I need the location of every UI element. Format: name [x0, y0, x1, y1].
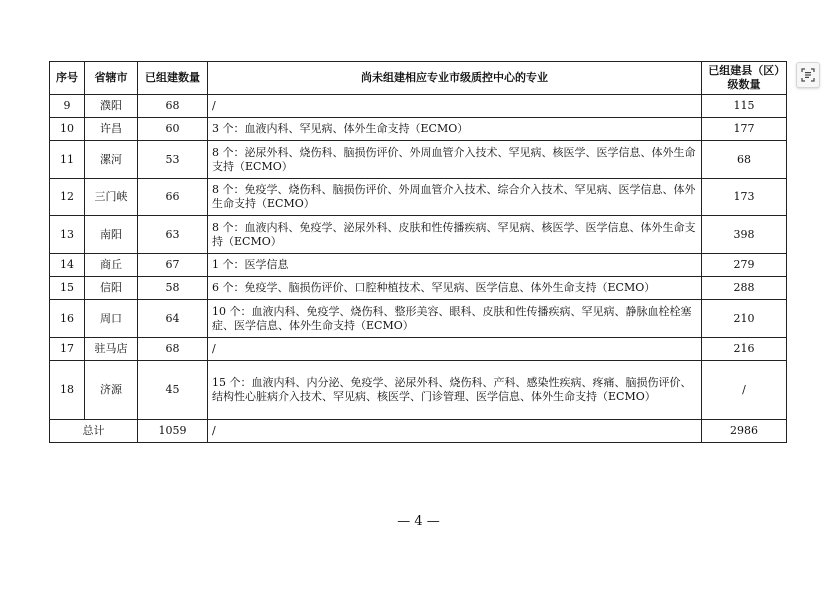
quality-control-table [49, 61, 787, 443]
cell-city: 漯河 [85, 141, 138, 179]
page-number: — 4 — [397, 514, 440, 529]
cell-missing: / [208, 95, 702, 118]
cell-county: 173 [702, 179, 787, 216]
cell-no: 9 [50, 95, 85, 118]
cell-no: 18 [50, 361, 85, 420]
cell-built: 66 [138, 179, 208, 216]
cell-city: 南阳 [85, 216, 138, 254]
cell-no: 17 [50, 338, 85, 361]
cell-county: 288 [702, 277, 787, 300]
cell-built: 68 [138, 95, 208, 118]
cell-missing: 8 个：血液内科、免疫学、泌尿外科、皮肤和性传播疾病、罕见病、核医学、医学信息、体外生命支持（ECMO） [208, 216, 702, 254]
table-row [50, 141, 787, 179]
cell-missing: 8 个：免疫学、烧伤科、脑损伤评价、外周血管介入技术、综合介入技术、罕见病、医学信息、体外生命支持（ECMO） [208, 179, 702, 216]
cell-missing: 10 个：血液内科、免疫学、烧伤科、整形美容、眼科、皮肤和性传播疾病、罕见病、静脉血栓栓塞症、医学信息、体外生命支持（ECMO） [208, 300, 702, 338]
cell-built: 63 [138, 216, 208, 254]
cell-no: 16 [50, 300, 85, 338]
cell-no: 13 [50, 216, 85, 254]
table-row [50, 254, 787, 277]
table-row [50, 95, 787, 118]
cell-city: 驻马店 [85, 338, 138, 361]
header-county: 已组建县（区）级数量 [702, 62, 787, 95]
ocr-scan-button[interactable] [796, 62, 820, 88]
cell-county: 398 [702, 216, 787, 254]
cell-built: 68 [138, 338, 208, 361]
cell-county: 216 [702, 338, 787, 361]
cell-city: 三门峡 [85, 179, 138, 216]
header-missing: 尚未组建相应专业市级质控中心的专业 [208, 62, 702, 95]
cell-county: 115 [702, 95, 787, 118]
total-county: 2986 [702, 420, 787, 443]
cell-built: 60 [138, 118, 208, 141]
cell-built: 58 [138, 277, 208, 300]
header-built: 已组建数量 [138, 62, 208, 95]
cell-no: 12 [50, 179, 85, 216]
cell-missing: 6 个：免疫学、脑损伤评价、口腔种植技术、罕见病、医学信息、体外生命支持（ECMO） [208, 277, 702, 300]
cell-city: 商丘 [85, 254, 138, 277]
cell-city: 许昌 [85, 118, 138, 141]
cell-county: 177 [702, 118, 787, 141]
table-row [50, 300, 787, 338]
cell-missing: 15 个：血液内科、内分泌、免疫学、泌尿外科、烧伤科、产科、感染性疾病、疼痛、脑损伤评价、结构性心脏病介入技术、罕见病、核医学、门诊管理、医学信息、体外生命支持（ECMO） [208, 361, 702, 420]
cell-missing: / [208, 338, 702, 361]
cell-no: 15 [50, 277, 85, 300]
cell-no: 10 [50, 118, 85, 141]
table-header-row [50, 62, 787, 95]
cell-county: / [702, 361, 787, 420]
cell-county: 279 [702, 254, 787, 277]
cell-city: 信阳 [85, 277, 138, 300]
total-row [50, 420, 787, 443]
cell-built: 64 [138, 300, 208, 338]
total-built: 1059 [138, 420, 208, 443]
cell-city: 濮阳 [85, 95, 138, 118]
cell-built: 67 [138, 254, 208, 277]
cell-missing: 1 个：医学信息 [208, 254, 702, 277]
header-no: 序号 [50, 62, 85, 95]
cell-city: 济源 [85, 361, 138, 420]
table-row [50, 216, 787, 254]
cell-county: 210 [702, 300, 787, 338]
table-row [50, 277, 787, 300]
cell-county: 68 [702, 141, 787, 179]
header-city: 省辖市 [85, 62, 138, 95]
cell-built: 53 [138, 141, 208, 179]
table-row [50, 361, 787, 420]
cell-missing: 8 个：泌尿外科、烧伤科、脑损伤评价、外周血管介入技术、罕见病、核医学、医学信息、体外生命支持（ECMO） [208, 141, 702, 179]
cell-built: 45 [138, 361, 208, 420]
table-row [50, 118, 787, 141]
cell-city: 周口 [85, 300, 138, 338]
cell-no: 11 [50, 141, 85, 179]
table-row [50, 179, 787, 216]
ocr-scan-icon [801, 68, 815, 82]
total-label: 总计 [50, 420, 138, 443]
cell-no: 14 [50, 254, 85, 277]
table-row [50, 338, 787, 361]
total-missing: / [208, 420, 702, 443]
cell-missing: 3 个：血液内科、罕见病、体外生命支持（ECMO） [208, 118, 702, 141]
